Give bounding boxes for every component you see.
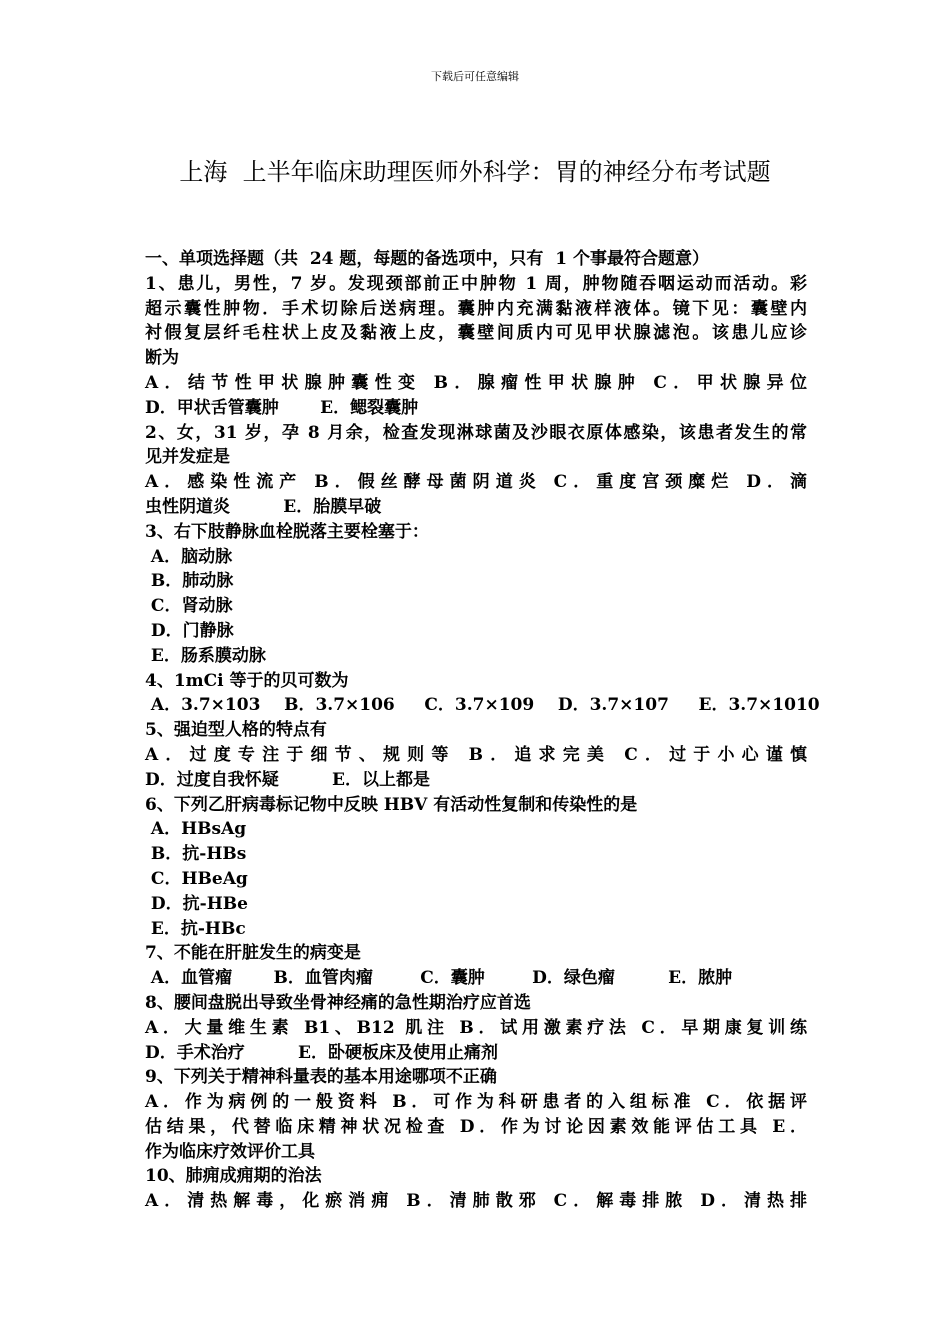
question-7-text: 7、不能在肝脏发生的病变是 bbox=[145, 943, 361, 964]
question-3-text: 3、右下肢静脉血栓脱落主要栓塞于： bbox=[145, 521, 429, 542]
question-10-text: 10、肺痈成痈期的治法 bbox=[145, 1166, 322, 1187]
question-8-options: A．大量维生素 B1、B12 肌注 B．试用激素疗法 C．早期康复训练 bbox=[145, 1017, 807, 1038]
question-6-option: A．HBsAg bbox=[145, 819, 247, 840]
question-9-options: 估结果，代替临床精神状况检查 D．作为讨论因素效能评估工具 E． bbox=[145, 1116, 807, 1137]
question-10-options: A．清热解毒，化瘀消痈 B．清肺散邪 C．解毒排脓 D．清热排 bbox=[145, 1191, 807, 1212]
question-8-options: D．手术治疗 E．卧硬板床及使用止痛剂 bbox=[145, 1042, 498, 1063]
question-3-option: C．肾动脉 bbox=[145, 596, 233, 617]
question-5-options: A．过度专注于细节、规则等 B．追求完美 C．过于小心谨慎 bbox=[145, 744, 807, 765]
question-1-options: D．甲状舌管囊肿 E．鳃裂囊肿 bbox=[145, 397, 419, 418]
question-3-option: D．门静脉 bbox=[145, 620, 234, 641]
question-3-option: B．肺动脉 bbox=[145, 571, 234, 592]
question-1-text: 1、患儿，男性，7 岁。发现颈部前正中肿物 1 周，肿物随吞咽运动而活动。彩 bbox=[145, 273, 807, 294]
question-1-text: 衬假复层纤毛柱状上皮及黏液上皮，囊壁间质内可见甲状腺滤泡。该患儿应诊 bbox=[145, 323, 807, 344]
section-heading: 一、单项选择题（共 24 题，每题的备选项中，只有 1 个事最符合题意） bbox=[145, 249, 709, 269]
question-8-text: 8、腰间盘脱出导致坐骨神经痛的急性期治疗应首选 bbox=[145, 992, 531, 1013]
question-6-option: D．抗-HBe bbox=[145, 893, 248, 914]
question-6-option: E．抗-HBc bbox=[145, 918, 246, 939]
question-6-option: C．HBeAg bbox=[145, 868, 248, 889]
header-note: 下载后可任意编辑 bbox=[431, 70, 519, 83]
question-6-option: B．抗-HBs bbox=[145, 844, 247, 865]
question-1-options: A．结节性甲状腺肿囊性变 B．腺瘤性甲状腺肿 C．甲状腺异位 bbox=[145, 372, 807, 393]
question-9-options: A．作为病例的一般资料 B．可作为科研患者的入组标准 C．依据评 bbox=[145, 1092, 807, 1113]
question-3-option: A．脑动脉 bbox=[145, 546, 233, 567]
question-2-text: 见并发症是 bbox=[145, 447, 230, 468]
question-4-text: 4、1mCi 等于的贝可数为 bbox=[145, 670, 349, 691]
question-4-options: A．3.7×103 B．3.7×106 C．3.7×109 D．3.7×107 E．3.7×1010 bbox=[145, 695, 820, 716]
question-2-text: 2、女，31 岁，孕 8 月余，检查发现淋球菌及沙眼衣原体感染，该患者发生的常 bbox=[145, 422, 807, 443]
question-2-options: 虫性阴道炎 E．胎膜早破 bbox=[145, 496, 382, 517]
question-6-text: 6、下列乙肝病毒标记物中反映 HBV 有活动性复制和传染性的是 bbox=[145, 794, 638, 815]
question-9-options: 作为临床疗效评价工具 bbox=[145, 1141, 315, 1162]
question-9-text: 9、下列关于精神科量表的基本用途哪项不正确 bbox=[145, 1067, 497, 1088]
question-3-option: E．肠系膜动脉 bbox=[145, 645, 266, 666]
question-5-text: 5、强迫型人格的特点有 bbox=[145, 720, 327, 741]
document-body bbox=[145, 247, 820, 1214]
question-5-options: D．过度自我怀疑 E．以上都是 bbox=[145, 769, 430, 790]
document-title: 上海 上半年临床助理医师外科学：胃的神经分布考试题 bbox=[179, 158, 771, 186]
question-1-text: 断为 bbox=[145, 348, 179, 369]
question-2-options: A．感染性流产 B．假丝酵母菌阴道炎 C．重度宫颈糜烂 D．滴 bbox=[145, 472, 807, 493]
question-7-options: A．血管瘤 B．血管肉瘤 C．囊肿 D．绿色瘤 E．脓肿 bbox=[145, 968, 733, 989]
question-1-text: 超示囊性肿物．手术切除后送病理。囊肿内充满黏液样液体。镜下见：囊壁内 bbox=[145, 298, 807, 319]
